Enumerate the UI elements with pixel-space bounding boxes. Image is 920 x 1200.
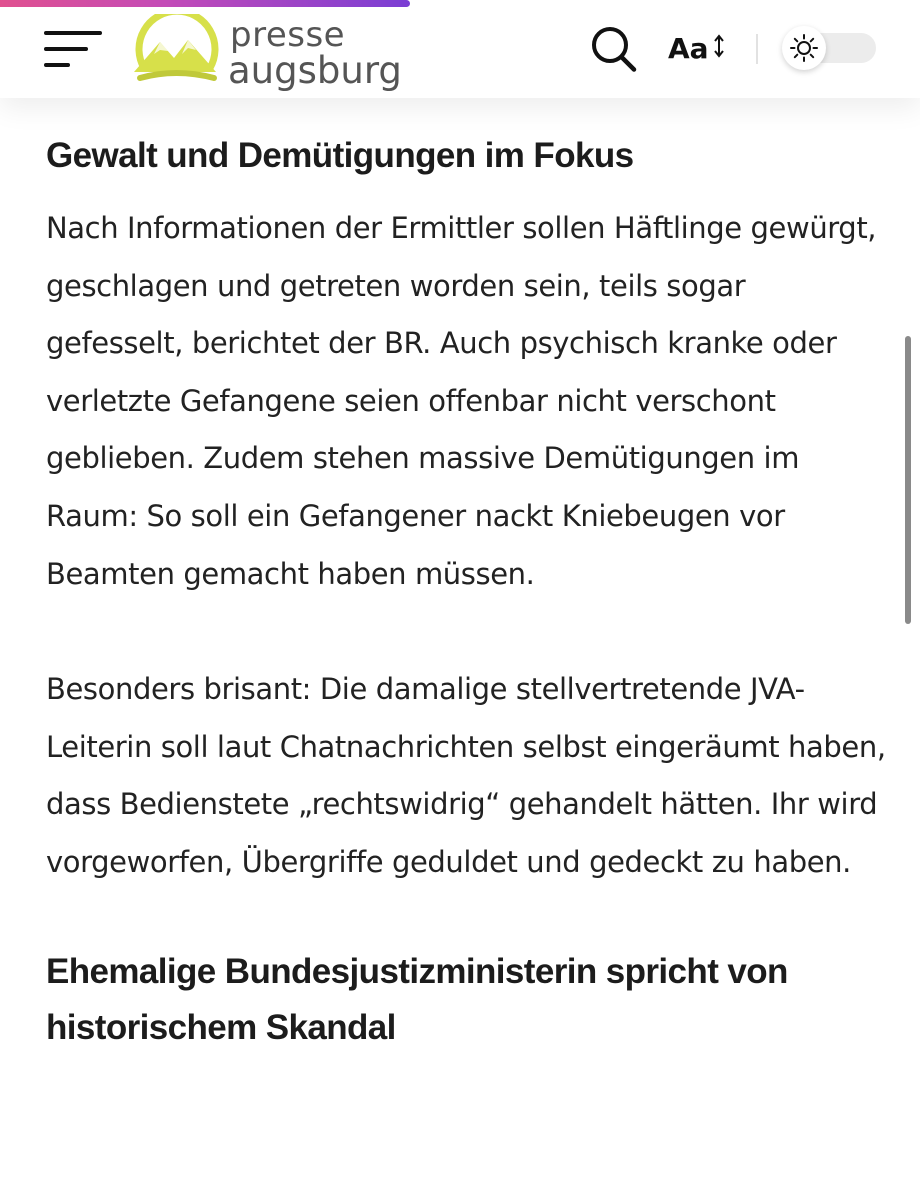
reading-progress-bar: [0, 0, 410, 7]
header-divider: [756, 34, 758, 64]
theme-toggle-knob: [782, 26, 826, 70]
font-size-button[interactable]: [668, 28, 725, 68]
site-header: [0, 0, 920, 98]
section-heading-minister: Ehemalige Bundesjustizministerin spricht von historischem Skandal: [46, 951, 788, 1047]
theme-toggle[interactable]: [782, 26, 876, 70]
article-paragraph: Nach Informationen der Ermittler sollen Häftlinge gewürgt, geschlagen und getreten worden sein, teils sogar gefesselt, berichtet der BR. Auch psychisch kranke oder verletzte Gefangene seien offenbar nicht verschont geblieben. Zudem stehen massive Demütigungen im Raum: So soll ein Gefangener nackt Kniebeugen vor Beamten gemacht haben müssen.: [46, 211, 877, 591]
menu-button[interactable]: [44, 27, 104, 71]
site-logo[interactable]: [130, 14, 420, 92]
article-body: [46, 128, 886, 1056]
sun-icon: [789, 33, 819, 63]
mountain-logo-icon: [130, 14, 222, 86]
font-size-label: Aa: [668, 31, 709, 65]
logo-word-presse: presse: [230, 15, 346, 55]
logo-word-augsburg: augsburg: [228, 49, 402, 92]
section-heading-violence: Gewalt und Demütigungen im Fokus: [46, 136, 634, 175]
font-size-arrows-icon: [713, 34, 725, 58]
scrollbar-thumb[interactable]: [905, 336, 911, 624]
article-paragraph: Besonders brisant: Die damalige stellvertretende JVA-Leiterin soll laut Chatnachrichten selbst eingeräumt haben, dass Bedienstete „rechtswidrig“ gehandelt hätten. Ihr wird vorgeworfen, Übergriffe geduldet und gedeckt zu haben.: [46, 672, 886, 879]
search-icon: [588, 24, 640, 76]
search-button[interactable]: [588, 24, 640, 76]
